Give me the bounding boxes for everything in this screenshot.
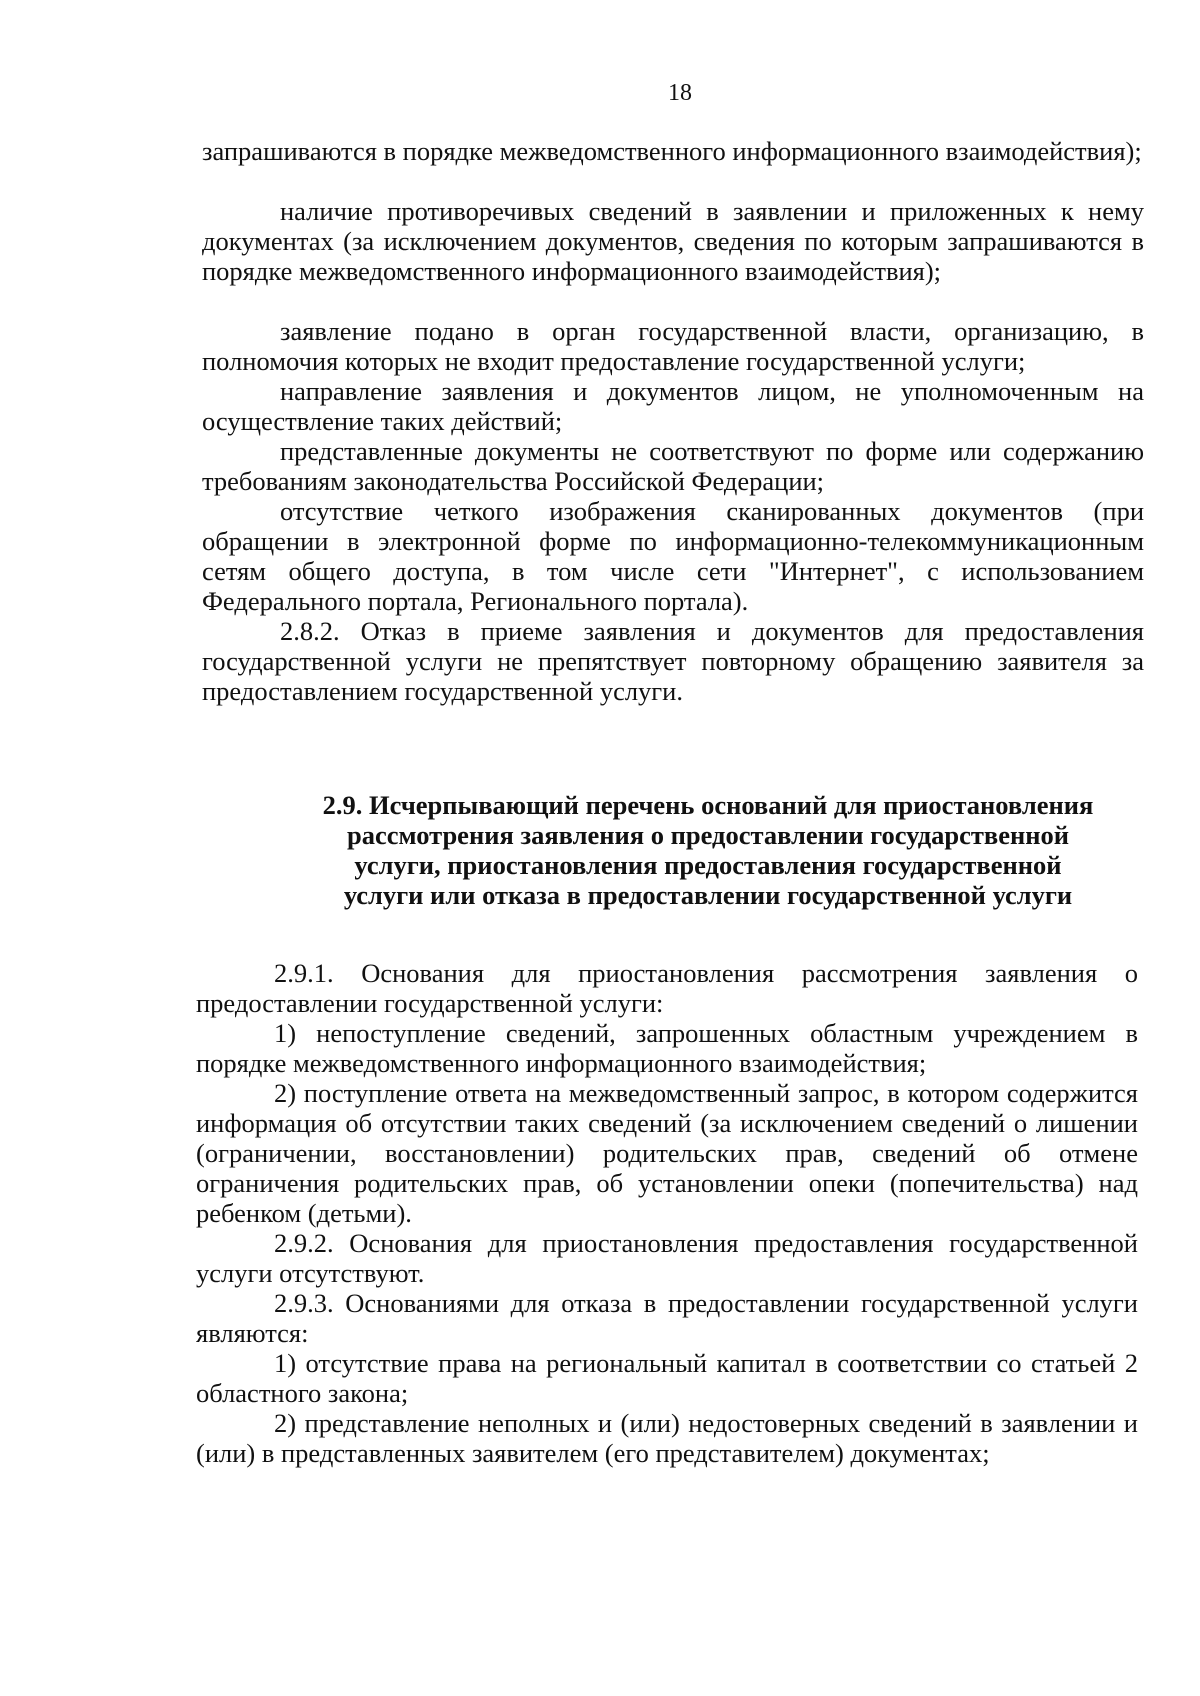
paragraph-unclear-scans: отсутствие четкого изображения сканированных документов (при обращении в электронной форме по информационно-телекоммуникационным сетям общего доступа, в том числе сети "Интернет", с использованием Федерального портала, Регионального портала). <box>202 496 1144 616</box>
paragraph-wrong-authority: заявление подано в орган государственной власти, организацию, в полномочия которых не входит предоставление государственной услуги; <box>202 316 1144 376</box>
paragraph-form-mismatch: представленные документы не соответствуют по форме или содержанию требованиям законодательства Российской Федерации; <box>202 436 1144 496</box>
paragraph-2-9-3: 2.9.3. Основаниями для отказа в предоставлении государственной услуги являются: <box>196 1288 1138 1348</box>
paragraph-unauthorized-person: направление заявления и документов лицом, не уполномоченным на осуществление таких действий; <box>202 376 1144 436</box>
paragraph-2-9-2: 2.9.2. Основания для приостановления предоставления государственной услуги отсутствуют. <box>196 1228 1138 1288</box>
page-number: 18 <box>668 80 692 106</box>
paragraph-contradictory-info: наличие противоречивых сведений в заявлении и приложенных к нему документах (за исключением документов, сведения по которым запрашиваются в порядке межведомственного информационного взаимодействия); <box>202 196 1144 286</box>
paragraph-2-9-1-item-1: 1) непоступление сведений, запрошенных областным учреждением в порядке межведомственного информационного взаимодействия; <box>196 1018 1138 1078</box>
heading-line: услуги, приостановления предоставления государственной <box>354 850 1062 880</box>
paragraph-continuation: запрашиваются в порядке межведомственного информационного взаимодействия); <box>202 136 1142 166</box>
heading-line: 2.9. Исчерпывающий перечень оснований для приостановления <box>322 790 1094 820</box>
heading-line: услуги или отказа в предоставлении государственной услуги <box>343 880 1073 910</box>
heading-line: рассмотрения заявления о предоставлении государственной <box>346 820 1070 850</box>
paragraph-2-8-2: 2.8.2. Отказ в приеме заявления и документов для предоставления государственной услуги не препятствует повторному обращению заявителя за предоставлением государственной услуги. <box>202 616 1144 706</box>
paragraph-2-9-3-item-2: 2) представление неполных и (или) недостоверных сведений в заявлении и (или) в представленных заявителем (его представителем) документах; <box>196 1408 1138 1468</box>
paragraph-2-9-3-item-1: 1) отсутствие права на региональный капитал в соответствии со статьей 2 областного закона; <box>196 1348 1138 1408</box>
paragraph-2-9-1: 2.9.1. Основания для приостановления рассмотрения заявления о предоставлении государственной услуги: <box>196 958 1138 1018</box>
section-heading-2-9 <box>258 790 1158 910</box>
paragraph-2-9-1-item-2: 2) поступление ответа на межведомственный запрос, в котором содержится информация об отсутствии таких сведений (за исключением сведений о лишении (ограничении, восстановлении) родительских прав, сведений об отмене ограничения родительских прав, об установлении опеки (попечительства) над ребенком (детьми). <box>196 1078 1138 1228</box>
